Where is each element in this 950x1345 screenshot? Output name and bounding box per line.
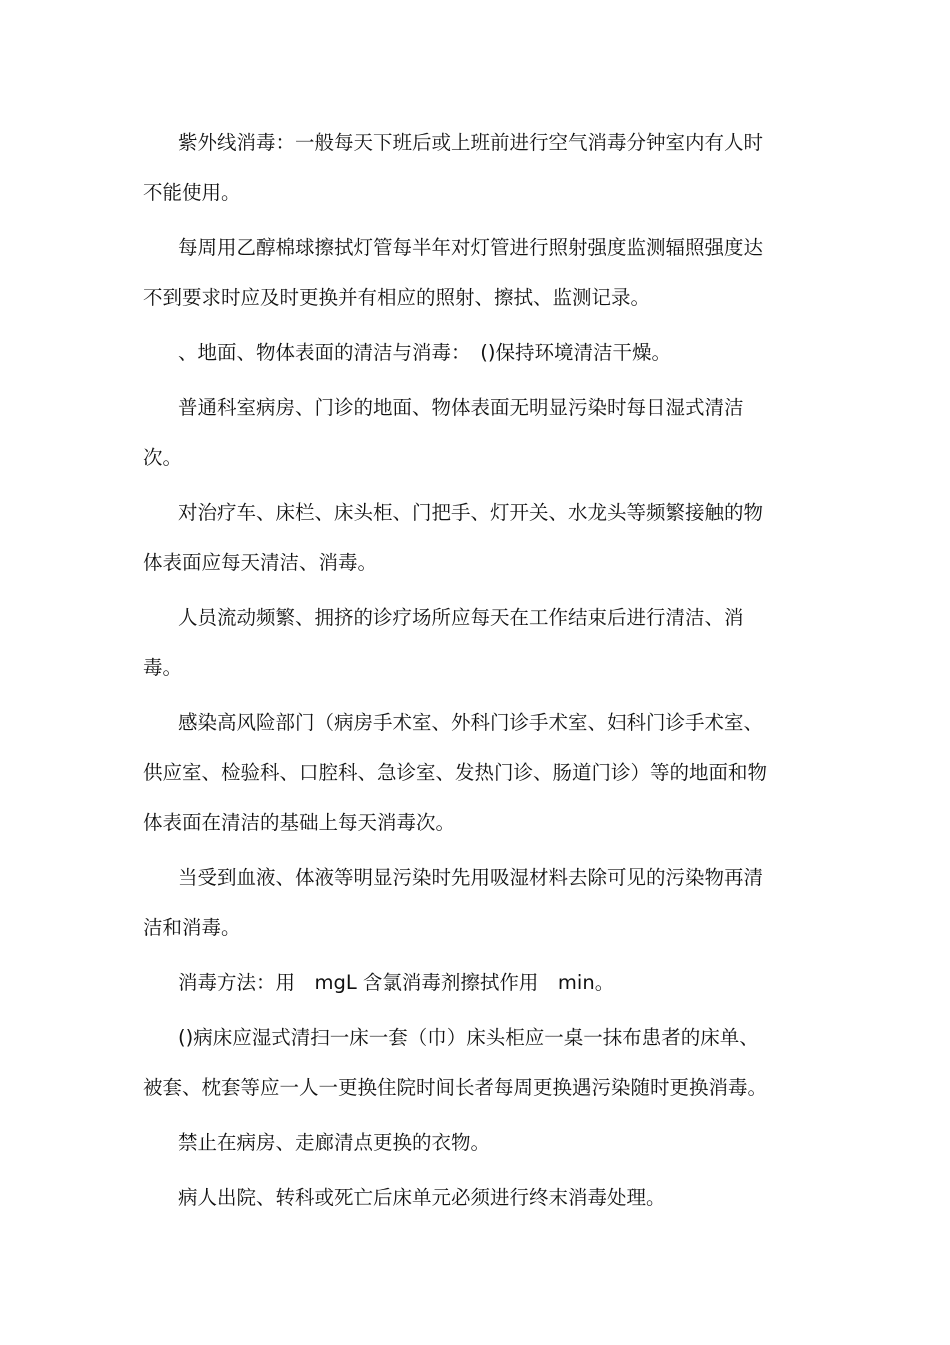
paragraph-ward-cleaning: 普通科室病房、门诊的地面、物体表面无明显污染时每日湿式清洁次。 xyxy=(143,396,744,469)
paragraph-contact-surfaces: 对治疗车、床栏、床头柜、门把手、灯开关、水龙头等频繁接触的物体表面应每天清洁、消毒。 xyxy=(143,501,764,574)
paragraph-uv-disinfection: 紫外线消毒：一般每天下班后或上班前进行空气消毒分钟室内有人时不能使用。 xyxy=(143,131,764,204)
paragraph-crowded-areas: 人员流动频繁、拥挤的诊疗场所应每天在工作结束后进行清洁、消毒。 xyxy=(143,606,744,679)
paragraph-blood-contamination: 当受到血液、体液等明显污染时先用吸湿材料去除可见的污染物再清洁和消毒。 xyxy=(143,866,764,939)
paragraph-terminal-disinfection: 病人出院、转科或死亡后床单元必须进行终末消毒处理。 xyxy=(178,1186,666,1209)
paragraph-surface-heading: 、地面、物体表面的清洁与消毒： ()保持环境清洁干燥。 xyxy=(178,341,671,364)
paragraph-high-risk-departments: 感染高风险部门（病房手术室、外科门诊手术室、妇科门诊手术室、供应室、检验科、口腔科、急诊室、发热门诊、肠道门诊）等的地面和物体表面在清洁的基础上每天消毒次。 xyxy=(143,711,768,834)
paragraph-clothing-prohibition: 禁止在病房、走廊清点更换的衣物。 xyxy=(178,1131,491,1154)
paragraph-bed-cleaning: ()病床应湿式清扫一床一套（巾）床头柜应一桌一抹布患者的床单、被套、枕套等应一人一更换住院时间长者每周更换遇污染随时更换消毒。 xyxy=(143,1026,768,1099)
paragraph-disinfection-method: 消毒方法：用 mgL 含氯消毒剂擦拭作用 min。 xyxy=(178,971,615,994)
document-body xyxy=(143,118,777,1228)
paragraph-lamp-cleaning: 每周用乙醇棉球擦拭灯管每半年对灯管进行照射强度监测辐照强度达不到要求时应及时更换并有相应的照射、擦拭、监测记录。 xyxy=(143,236,764,309)
